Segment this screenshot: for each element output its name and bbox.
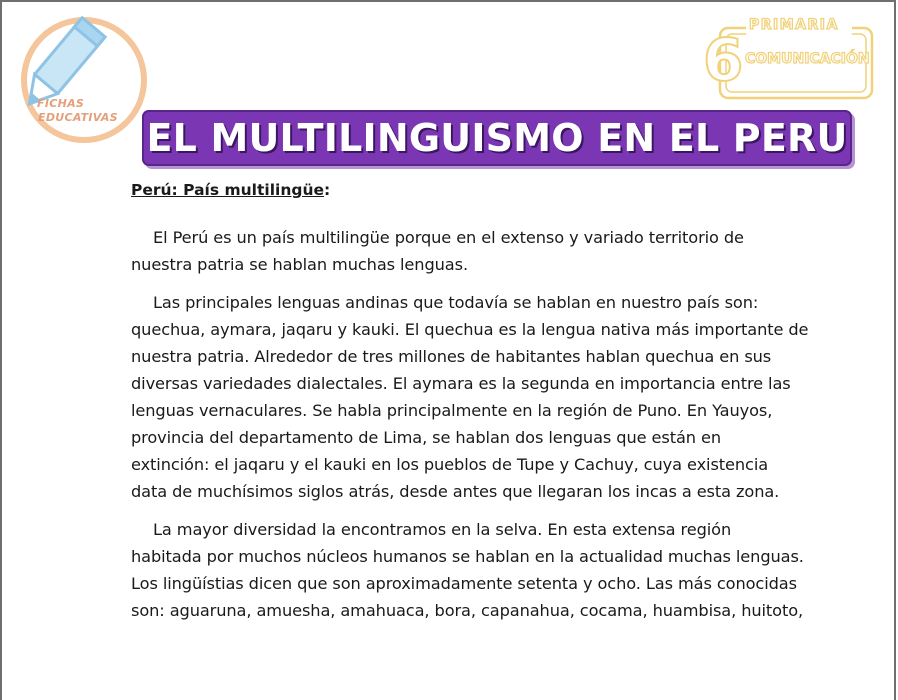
paragraph-line: El Perú es un país multilingüe porque en el extenso y variado territorio de [153,228,744,247]
paragraph-3 [131,516,831,624]
logo-text-fichas: FICHAS [37,97,85,110]
paragraph-line: La mayor diversidad la encontramos en la selva. En esta extensa región [153,520,732,539]
badge-level: PRIMARIA [749,17,839,33]
badge-subject: COMUNICACIÓN [745,51,870,67]
paragraph-line: data de muchísimos siglos atrás, desde antes que llegaran los incas a esta zona. [131,482,780,501]
paragraph-line: habitada por muchos núcleos humanos se hablan en la actualidad muchas lenguas. [131,547,804,566]
badge-grade: 6 [703,26,744,94]
title-banner [142,110,852,166]
paragraph-line: Los lingüístias dicen que son aproximadamente setenta y ocho. Las más conocidas [131,574,797,593]
paragraph-line: quechua, aymara, jaqaru y kauki. El quechua es la lengua nativa más importante de [131,320,809,339]
paragraph-1 [131,224,831,278]
section-heading [131,178,831,202]
paragraph-line: son: aguaruna, amuesha, amahuaca, bora, capanahua, cocama, huambisa, huitoto, [131,601,804,620]
section-heading-text: Perú: País multilingüe [131,181,325,199]
section-heading-colon: : [324,181,331,199]
logo-text-educativas: EDUCATIVAS [38,111,118,124]
paragraph-line: lenguas vernaculares. Se habla principalmente en la región de Puno. En Yauyos, [131,401,773,420]
grade-badge [700,14,880,104]
paragraph-line: nuestra patria. Alrededor de tres millones de habitantes hablan quechua en sus [131,347,772,366]
paragraph-line: Las principales lenguas andinas que todavía se hablan en nuestro país son: [153,293,759,312]
paragraph-line: nuestra patria se hablan muchas lenguas. [131,255,468,274]
document-body [131,178,831,635]
paragraph-2 [131,289,831,505]
paragraph-line: provincia del departamento de Lima, se hablan dos lenguas que están en [131,428,722,447]
paragraph-line: diversas variedades dialectales. El aymara es la segunda en importancia entre las [131,374,791,393]
page-title: EL MULTILINGUISMO EN EL PERU [146,116,848,160]
paragraph-line: extinción: el jaqaru y el kauki en los pueblos de Tupe y Cachuy, cuya existencia [131,455,769,474]
